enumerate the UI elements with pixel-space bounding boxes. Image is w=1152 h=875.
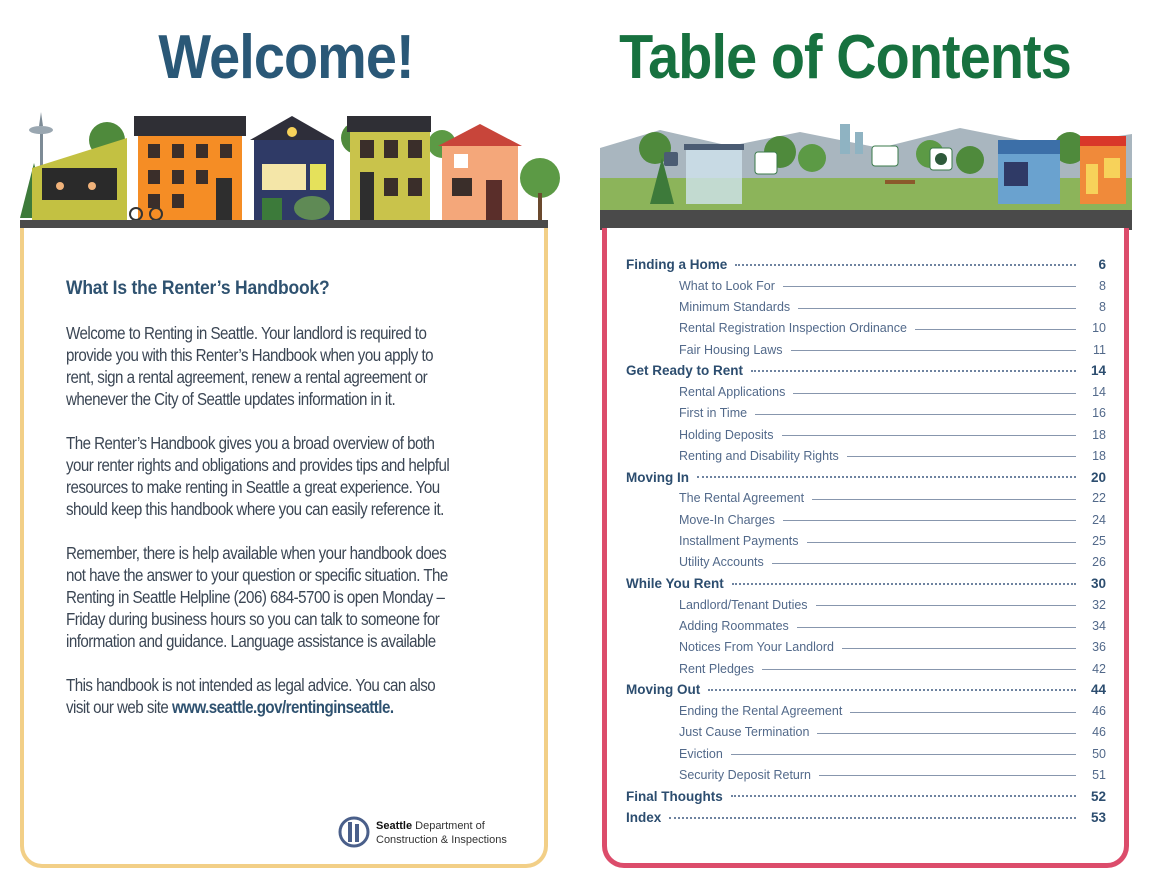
toc-page-number: 51 [1092, 767, 1106, 782]
toc-leader [817, 733, 1076, 734]
toc-entry-label: Minimum Standards [679, 300, 791, 315]
toc-page-number: 10 [1092, 321, 1106, 336]
toc-section[interactable] [626, 254, 1106, 275]
toc-leader [772, 563, 1076, 564]
toc-leader [812, 499, 1076, 500]
toc-leader [732, 583, 1076, 585]
toc-page-number: 14 [1090, 363, 1106, 379]
toc-leader [755, 414, 1076, 415]
toc-leader [842, 648, 1076, 649]
street-scene-illustration [600, 118, 1132, 230]
toc-page-number: 8 [1099, 278, 1106, 293]
toc-page-number: 11 [1093, 342, 1106, 357]
toc-entry-label: What to Look For [679, 278, 775, 293]
toc-entry-label: Finding a Home [626, 257, 728, 272]
toc-entry-label: Just Cause Termination [679, 725, 810, 740]
toc-entry-label: Move-In Charges [679, 512, 775, 527]
helpline-paragraph: Remember, there is help available when your handbook does not have the answer to your question or specific situation. The Renting in Seattle Helpline (206) 684-5700 is open Monday – Friday during business hours so you can talk to someone for information and guidance. Language assistance is available [66, 543, 448, 651]
toc-entry-label: Fair Housing Laws [679, 342, 783, 357]
toc-page-number: 16 [1092, 406, 1106, 421]
toc-section[interactable] [626, 679, 1106, 700]
website-link[interactable]: www.seattle.gov/rentinginseattle. [171, 697, 394, 717]
toc-entry-label: Landlord/Tenant Duties [679, 597, 808, 612]
toc-section[interactable] [626, 786, 1106, 807]
toc-page-number: 26 [1092, 555, 1106, 570]
toc-entry-label: Final Thoughts [626, 788, 723, 804]
toc-subsection[interactable] [679, 424, 1106, 445]
toc-subsection[interactable] [679, 743, 1106, 764]
toc-entry-label: Renting and Disability Rights [679, 448, 839, 463]
toc-leader [847, 456, 1076, 457]
toc-page-number: 50 [1092, 746, 1106, 761]
toc-subsection[interactable] [679, 382, 1106, 403]
houses-illustration [12, 108, 572, 230]
sdci-logo [338, 816, 538, 850]
toc-subsection[interactable] [679, 318, 1106, 339]
sdci-name: Seattle Department of Construction & Inspections [376, 820, 507, 846]
toc-section[interactable] [626, 573, 1106, 594]
toc-subsection[interactable] [679, 488, 1106, 509]
toc-page-number: 42 [1092, 661, 1106, 676]
toc-leader [850, 712, 1076, 713]
toc-entry-label: Rental Registration Inspection Ordinance [679, 321, 907, 336]
toc-leader [731, 795, 1076, 797]
toc-page-number: 44 [1090, 682, 1106, 698]
toc-page-number: 52 [1090, 788, 1106, 804]
toc-leader [669, 817, 1076, 819]
toc-section[interactable] [626, 807, 1106, 828]
toc-entry-label: While You Rent [626, 576, 724, 592]
legal-text: This handbook is not intended as legal advice. You can also visit our web site [66, 675, 436, 717]
toc-page-number: 24 [1092, 512, 1106, 527]
toc-subsection[interactable] [679, 701, 1106, 722]
toc-entry-label: Adding Roommates [679, 619, 789, 634]
intro-paragraph: Welcome to Renting in Seattle. Your landlord is required to provide you with this Renter’s Handbook when you apply to rent, sign a rental agreement, renew a rental agreement or whenever the City of Seattle updates information in it. [66, 323, 434, 409]
toc-leader [791, 350, 1076, 351]
toc-entry-label: Security Deposit Return [679, 767, 812, 782]
toc-section[interactable] [626, 360, 1106, 381]
toc-subsection[interactable] [679, 531, 1106, 552]
toc-subsection[interactable] [679, 445, 1106, 466]
toc-subsection[interactable] [679, 637, 1106, 658]
toc-subsection[interactable] [679, 764, 1106, 785]
toc-page-number: 53 [1090, 810, 1106, 826]
toc-entry-label: Moving In [626, 469, 689, 485]
toc-leader [735, 264, 1076, 266]
legal-paragraph [66, 674, 462, 718]
toc-entry-label: Get Ready to Rent [626, 363, 744, 379]
toc-leader [762, 669, 1076, 670]
toc-page-number: 18 [1092, 427, 1106, 442]
toc-leader [807, 542, 1077, 543]
toc-subsection[interactable] [679, 509, 1106, 530]
toc-leader [708, 689, 1076, 691]
toc-page-number: 46 [1092, 704, 1106, 719]
toc-title: Table of Contents [619, 23, 1071, 92]
sdci-logo-mark [338, 816, 370, 848]
toc-subsection[interactable] [679, 594, 1106, 615]
toc-subsection[interactable] [679, 658, 1106, 679]
toc-leader [915, 329, 1076, 330]
toc-page-number: 20 [1090, 469, 1106, 485]
toc-entry-label: Moving Out [626, 682, 701, 698]
toc-entry-label: Notices From Your Landlord [679, 640, 834, 655]
toc-leader [819, 775, 1076, 776]
toc-page-number: 36 [1092, 640, 1106, 655]
toc-subsection[interactable] [679, 552, 1106, 573]
toc-page-number: 14 [1092, 385, 1106, 400]
toc-page-number: 8 [1099, 300, 1106, 315]
toc-leader [782, 435, 1077, 436]
toc-leader [816, 605, 1076, 606]
toc-page-number: 46 [1092, 725, 1106, 740]
toc-entry-label: First in Time [679, 406, 748, 421]
toc-leader [731, 754, 1076, 755]
toc-page-number: 22 [1092, 491, 1106, 506]
toc-entry-label: Utility Accounts [679, 555, 764, 570]
toc-subsection[interactable] [679, 722, 1106, 743]
toc-entry-label: Rental Applications [679, 385, 786, 400]
toc-leader [798, 308, 1076, 309]
toc-subsection[interactable] [679, 403, 1106, 424]
toc-leader [797, 627, 1076, 628]
toc-entry-label: Holding Deposits [679, 427, 774, 442]
welcome-title: Welcome! [158, 23, 414, 92]
overview-paragraph: The Renter’s Handbook gives you a broad overview of both your renter rights and obligations and provides tips and helpful resources to make renting in Seattle a great experience. You should keep this handbook where you can easily reference it. [66, 433, 450, 519]
toc-page-number: 30 [1090, 576, 1106, 592]
toc-page-number: 18 [1092, 448, 1106, 463]
toc-subsection[interactable] [679, 297, 1106, 318]
toc-leader [793, 393, 1076, 394]
toc-leader [783, 286, 1076, 287]
toc-leader [783, 520, 1076, 521]
toc-leader [751, 370, 1076, 372]
toc-entry-label: The Rental Agreement [679, 491, 805, 506]
toc-page-number: 25 [1092, 534, 1106, 548]
toc-leader [697, 476, 1076, 478]
toc-subsection[interactable] [679, 275, 1106, 296]
toc-entry-label: Ending the Rental Agreement [679, 704, 843, 719]
toc-entry-label: Rent Pledges [679, 661, 755, 676]
handbook-heading: What Is the Renter’s Handbook? [66, 278, 330, 299]
toc-entry-label: Index [626, 810, 662, 826]
toc-page-number: 6 [1098, 257, 1106, 272]
toc-section[interactable] [626, 467, 1106, 488]
toc-page-number: 32 [1092, 597, 1106, 612]
toc-page-number: 34 [1092, 619, 1106, 634]
toc-subsection[interactable] [679, 339, 1106, 360]
toc-subsection[interactable] [679, 616, 1106, 637]
toc-entry-label: Installment Payments [679, 534, 799, 548]
toc-entry-label: Eviction [679, 746, 723, 761]
